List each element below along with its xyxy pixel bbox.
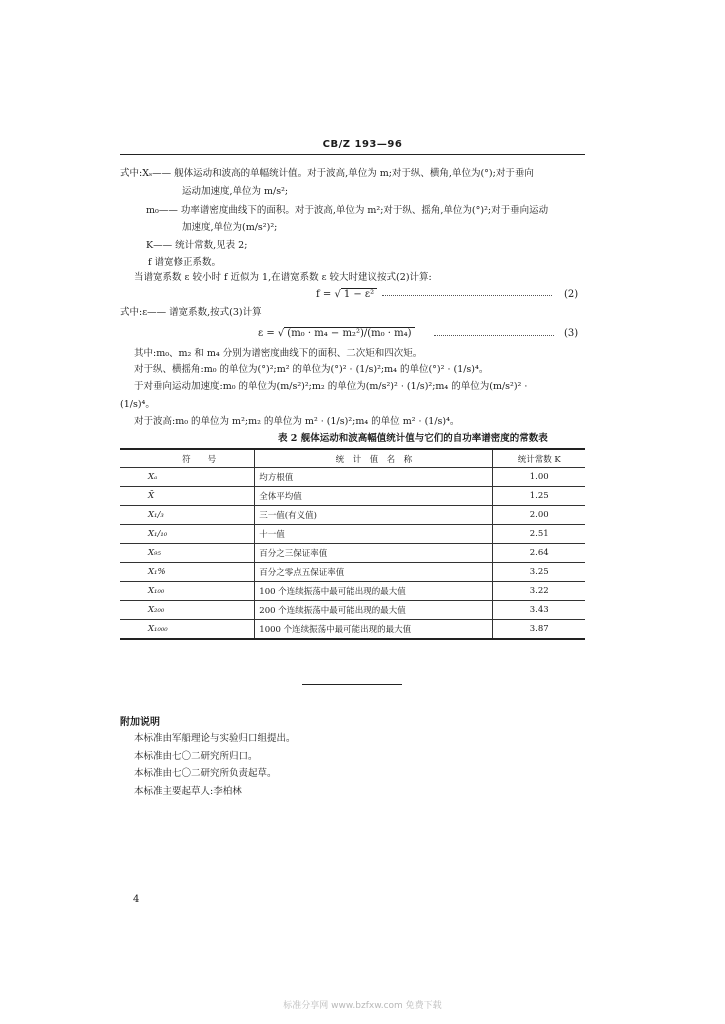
row-symbol: X̄ bbox=[120, 487, 255, 506]
appendix-title: 附加说明 bbox=[120, 717, 160, 728]
formula-3-number: (3) bbox=[564, 328, 579, 339]
row-symbol: X₂₀₀ bbox=[120, 601, 255, 620]
row-k: 2.51 bbox=[493, 525, 585, 544]
def-xs-line2: 运动加速度,单位为 m/s²; bbox=[182, 186, 289, 197]
row-k: 2.00 bbox=[493, 506, 585, 525]
appendix-line2: 本标准由七〇二研究所归口。 bbox=[134, 751, 258, 762]
row-k: 3.43 bbox=[493, 601, 585, 620]
formula-2: f = √ 1 − ε² bbox=[316, 288, 377, 301]
appendix-line4: 本标准主要起草人:李柏林 bbox=[134, 786, 242, 797]
row-name: 全体平均值 bbox=[255, 487, 493, 506]
row-name: 均方根值 bbox=[255, 468, 493, 487]
appendix-line3: 本标准由七〇二研究所负责起草。 bbox=[134, 768, 277, 779]
row-k: 1.00 bbox=[493, 468, 585, 487]
row-name: 百分之零点五保证率值 bbox=[255, 563, 493, 582]
def-f: f 谱宽修正系数。 bbox=[148, 257, 222, 268]
formula-2-lhs: f = bbox=[316, 289, 335, 300]
row-name: 三一值(有义值) bbox=[255, 506, 493, 525]
row-name: 十一值 bbox=[255, 525, 493, 544]
standard-number-header: CB/Z 193—96 bbox=[322, 139, 403, 150]
notes-line4: (1/s)⁴。 bbox=[120, 399, 155, 410]
table-row bbox=[120, 601, 585, 620]
condition-text: 当谱宽系数 ε 较小时 f 近似为 1,在谱宽系数 ε 较大时建议按式(2)计算: bbox=[134, 272, 432, 283]
row-k: 3.87 bbox=[493, 620, 585, 640]
row-name: 1000 个连续振荡中最可能出现的最大值 bbox=[255, 620, 493, 640]
page-number: 4 bbox=[133, 894, 140, 905]
row-symbol: X₁₀₀₀ bbox=[120, 620, 255, 640]
row-symbol: X₁/₃ bbox=[120, 506, 255, 525]
row-k: 2.64 bbox=[493, 544, 585, 563]
formula-3-leader bbox=[434, 335, 554, 336]
row-k: 3.25 bbox=[493, 563, 585, 582]
row-name: 100 个连续振荡中最可能出现的最大值 bbox=[255, 582, 493, 601]
row-symbol: X₉₅ bbox=[120, 544, 255, 563]
section-divider bbox=[302, 684, 402, 685]
table-row bbox=[120, 582, 585, 601]
row-symbol: X₁₀₀ bbox=[120, 582, 255, 601]
row-symbol: X₁/₁₀ bbox=[120, 525, 255, 544]
row-symbol: Xₐ bbox=[120, 468, 255, 487]
formula-2-number: (2) bbox=[564, 289, 579, 300]
header-k: 统计常数 K bbox=[493, 449, 585, 468]
table-header-row bbox=[120, 449, 585, 468]
table-row bbox=[120, 620, 585, 640]
formula-3-lhs: ε = bbox=[258, 328, 278, 339]
table-row bbox=[120, 563, 585, 582]
notes-line5: 对于波高:m₀ 的单位为 m²;m₂ 的单位为 m² · (1/s)²;m₄ 的单位 m² · (1/s)⁴。 bbox=[134, 416, 460, 427]
header-rule bbox=[120, 154, 585, 155]
notes-line2: 对于纵、横摇角:m₀ 的单位为(°)²;m² 的单位为(°)² · (1/s)²;m₄ 的单位(°)² · (1/s)⁴。 bbox=[134, 364, 489, 375]
table-row bbox=[120, 544, 585, 563]
def-m0-line1: m₀—— 功率谱密度曲线下的面积。对于波高,单位为 m²;对于纵、摇角,单位为(°)²;对于垂向运动 bbox=[146, 205, 549, 216]
formula-2-radicand: 1 − ε² bbox=[341, 288, 377, 300]
table-row bbox=[120, 525, 585, 544]
table-row bbox=[120, 487, 585, 506]
notes-line1: 其中:m₀、m₂ 和 m₄ 分别为谱密度曲线下的面积、二次矩和四次矩。 bbox=[134, 348, 423, 359]
def-k: K—— 统计常数,见表 2; bbox=[146, 240, 248, 251]
def-xs-line1: 式中:Xₛ—— 舰体运动和波高的单幅统计值。对于波高,单位为 m;对于纵、横角,单位为(°);对于垂向 bbox=[120, 168, 534, 179]
row-k: 3.22 bbox=[493, 582, 585, 601]
formula-3: ε = √ (m₀ · m₄ − m₂²)/(m₀ · m₄) bbox=[258, 327, 415, 340]
constants-table bbox=[120, 448, 585, 640]
table-row bbox=[120, 468, 585, 487]
table-row bbox=[120, 506, 585, 525]
formula-2-leader bbox=[382, 295, 552, 296]
def-m0-line2: 加速度,单位为(m/s²)²; bbox=[182, 222, 278, 233]
formula-3-radicand: (m₀ · m₄ − m₂²)/(m₀ · m₄) bbox=[284, 327, 414, 339]
row-symbol: X₁% bbox=[120, 563, 255, 582]
watermark-footer: 标准分享网 www.bzfxw.com 免费下载 bbox=[283, 1001, 442, 1011]
row-name: 百分之三保证率值 bbox=[255, 544, 493, 563]
header-name: 统 计 值 名 称 bbox=[255, 449, 493, 468]
notes-line3: 于对垂向运动加速度:m₀ 的单位为(m/s²)²;m₂ 的单位为(m/s²)² · (1/s)²;m₄ 的单位为(m/s²)² · bbox=[134, 381, 528, 392]
eps-definition: 式中:ε—— 谱宽系数,按式(3)计算 bbox=[120, 307, 262, 318]
table-caption: 表 2 舰体运动和波高幅值统计值与它们的自功率谱密度的常数表 bbox=[278, 433, 548, 444]
row-k: 1.25 bbox=[493, 487, 585, 506]
header-symbol: 符 号 bbox=[120, 449, 255, 468]
row-name: 200 个连续振荡中最可能出现的最大值 bbox=[255, 601, 493, 620]
appendix-line1: 本标准由军船理论与实验归口组提出。 bbox=[134, 733, 296, 744]
